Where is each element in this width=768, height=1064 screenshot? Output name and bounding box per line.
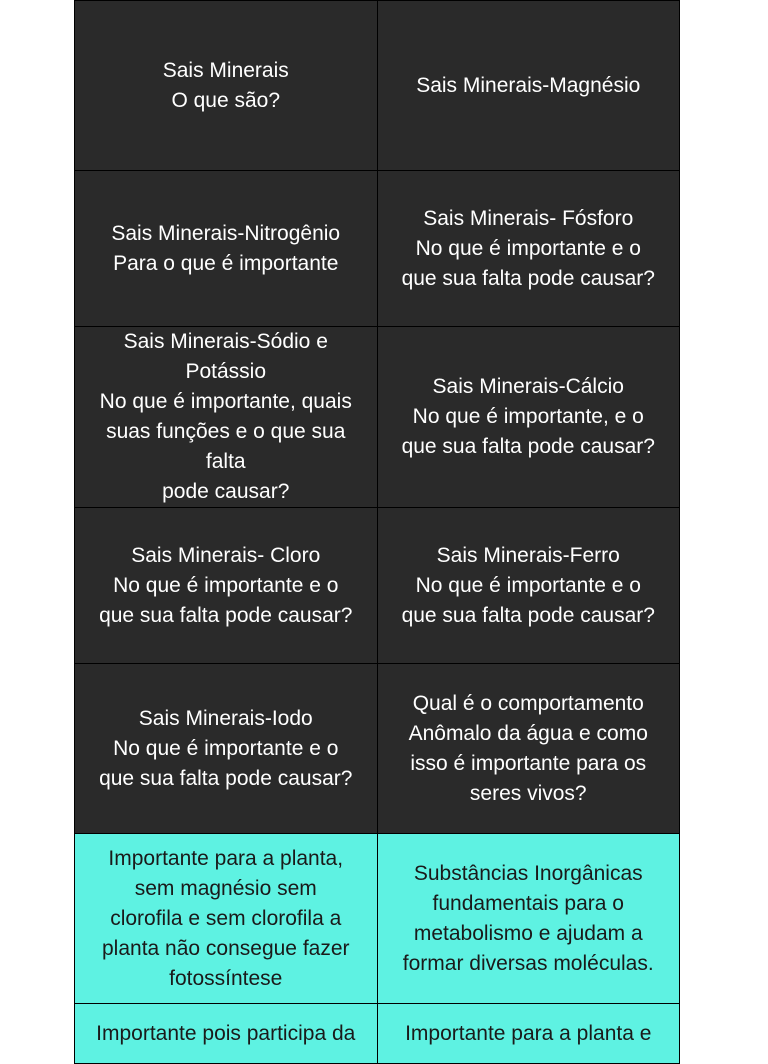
card-row bbox=[75, 508, 680, 664]
flashcard-sheet bbox=[74, 0, 680, 1045]
card-calcio-question: Sais Minerais-Cálcio No que é importante, e o que sua falta pode causar? bbox=[377, 327, 680, 508]
card-row bbox=[75, 327, 680, 508]
card-partial-answer-right: Importante para a planta e bbox=[377, 1004, 680, 1064]
card-fosforo-question: Sais Minerais- Fósforo No que é importante e o que sua falta pode causar? bbox=[377, 171, 680, 327]
card-agua-anomala-question: Qual é o comportamento Anômalo da água e como isso é importante para os seres vivos? bbox=[377, 664, 680, 834]
card-iodo-question: Sais Minerais-Iodo No que é importante e o que sua falta pode causar? bbox=[75, 664, 378, 834]
card-ferro-question: Sais Minerais-Ferro No que é importante e o que sua falta pode causar? bbox=[377, 508, 680, 664]
card-row bbox=[75, 664, 680, 834]
card-magnesio-answer: Importante para a planta, sem magnésio sem clorofila e sem clorofila a planta não consegue fazer fotossíntese bbox=[75, 834, 378, 1004]
card-row bbox=[75, 1, 680, 171]
card-row bbox=[75, 1004, 680, 1064]
card-row bbox=[75, 834, 680, 1004]
card-sais-minerais-question: Sais Minerais O que são? bbox=[75, 1, 378, 171]
card-magnesio-question: Sais Minerais-Magnésio bbox=[377, 1, 680, 171]
card-sodio-potassio-question: Sais Minerais-Sódio e Potássio No que é importante, quais suas funções e o que sua falta pode causar? bbox=[75, 327, 378, 508]
card-row bbox=[75, 171, 680, 327]
card-cloro-question: Sais Minerais- Cloro No que é importante e o que sua falta pode causar? bbox=[75, 508, 378, 664]
flashcard-grid bbox=[74, 0, 680, 1064]
card-partial-answer-left: Importante pois participa da bbox=[75, 1004, 378, 1064]
card-nitrogenio-question: Sais Minerais-Nitrogênio Para o que é importante bbox=[75, 171, 378, 327]
card-sais-minerais-answer: Substâncias Inorgânicas fundamentais para o metabolismo e ajudam a formar diversas moléculas. bbox=[377, 834, 680, 1004]
